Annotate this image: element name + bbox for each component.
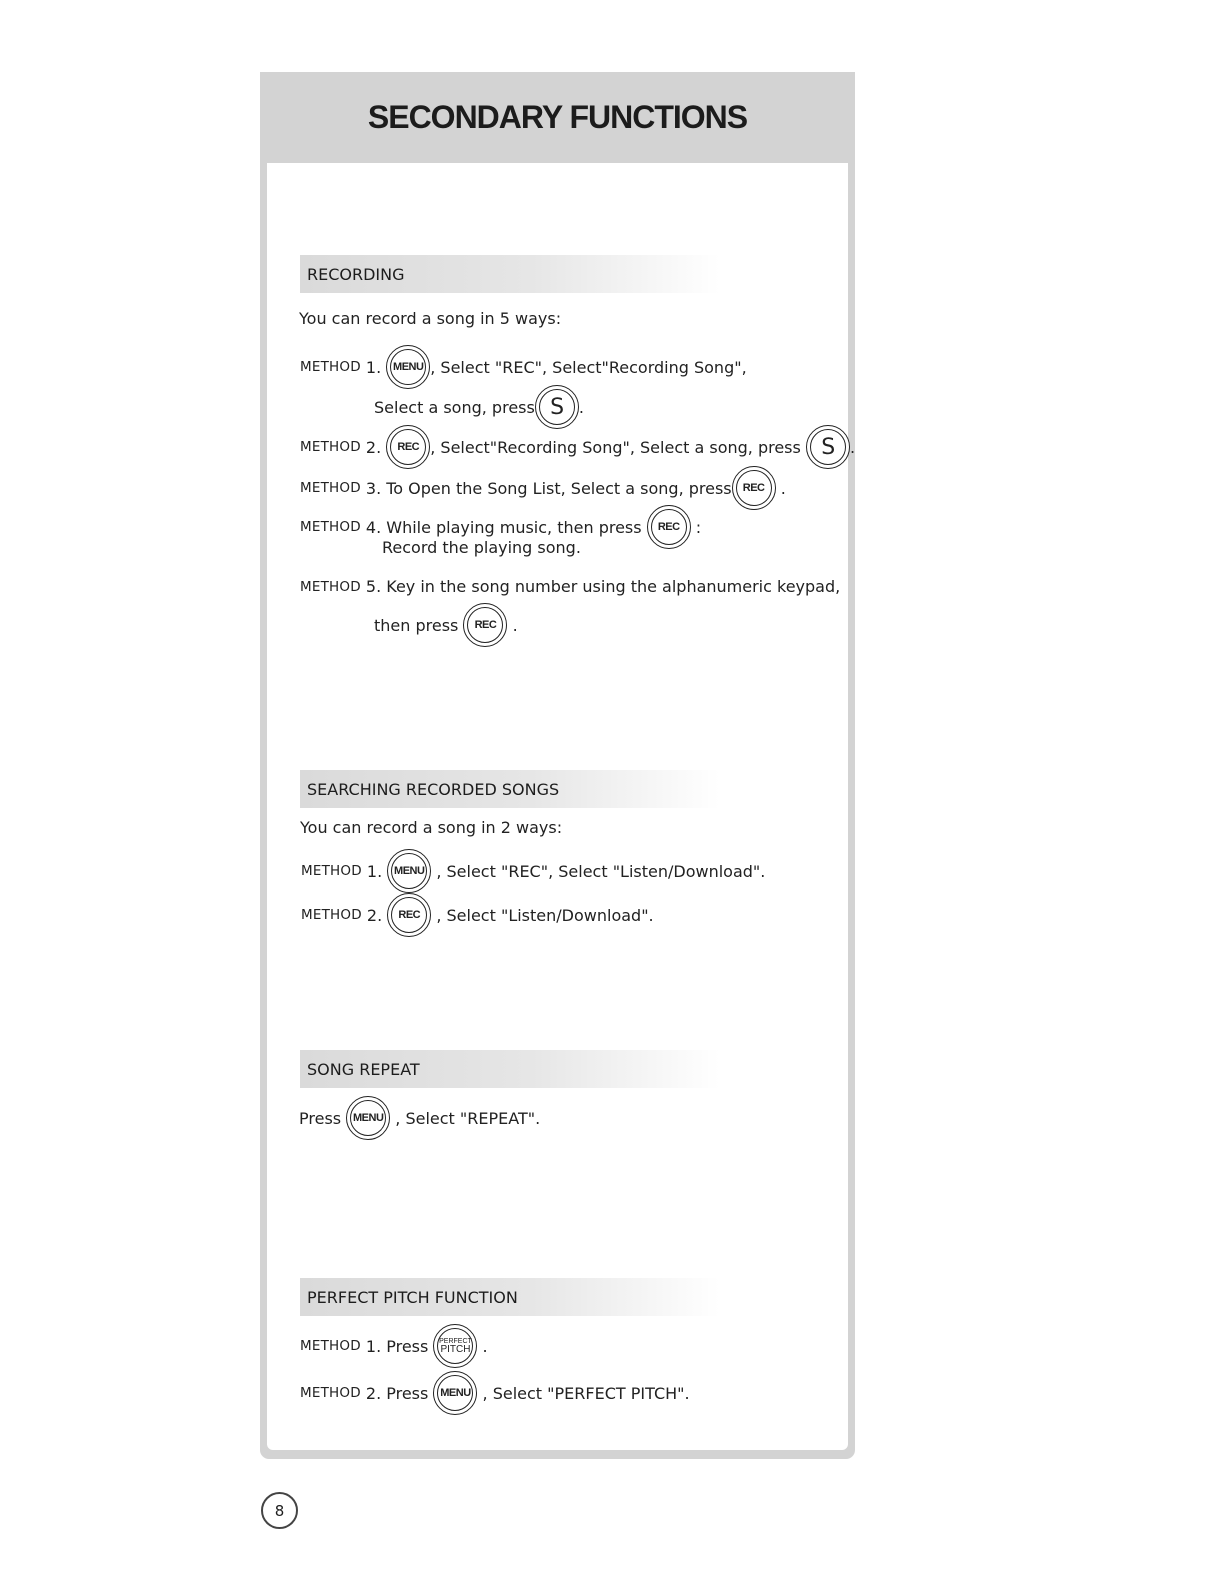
rec-button-icon: REC — [386, 425, 430, 469]
rec-button-icon: REC — [463, 603, 507, 647]
menu-button-icon: MENU — [386, 345, 430, 389]
recording-intro: You can record a song in 5 ways: — [299, 309, 562, 328]
recording-method-1: METHOD 1. MENU , Select "REC", Select"Recording Song", — [300, 345, 747, 389]
content-panel — [260, 72, 855, 1459]
rec-button-icon: REC — [732, 466, 776, 510]
searching-intro: You can record a song in 2 ways: — [300, 818, 563, 837]
content-body — [267, 163, 856, 1450]
menu-button-icon: MENU — [387, 849, 431, 893]
repeat-instruction: Press MENU , Select "REPEAT". — [299, 1096, 540, 1140]
rec-button-icon: REC — [647, 505, 691, 549]
recording-method-1-cont: Select a song, press S . — [374, 385, 584, 429]
repeat-heading: SONG REPEAT — [300, 1050, 720, 1088]
s-button-icon: S — [535, 385, 579, 429]
pitch-method-1: METHOD 1. Press PERFECT PITCH . — [300, 1324, 488, 1368]
pitch-method-2: METHOD 2. Press MENU , Select "PERFECT PITCH". — [300, 1371, 690, 1415]
menu-button-icon: MENU — [433, 1371, 477, 1415]
page-number: 8 — [261, 1492, 298, 1529]
rec-button-icon: REC — [387, 893, 431, 937]
recording-method-4: METHOD 4. While playing music, then press REC : — [300, 505, 701, 549]
recording-method-4-cont: Record the playing song. — [382, 538, 581, 557]
recording-heading: RECORDING — [300, 255, 720, 293]
recording-method-2: METHOD 2. REC , Select"Recording Song", Select a song, press S . — [300, 425, 855, 469]
searching-method-2: METHOD 2. REC , Select "Listen/Download". — [301, 893, 654, 937]
page-title: SECONDARY FUNCTIONS — [367, 98, 748, 135]
searching-method-1: METHOD 1. MENU , Select "REC", Select "Listen/Download". — [301, 849, 765, 893]
menu-button-icon: MENU — [346, 1096, 390, 1140]
recording-method-3: METHOD 3. To Open the Song List, Select a song, press REC . — [300, 466, 786, 510]
s-button-icon: S — [806, 425, 850, 469]
recording-method-5: METHOD 5. Key in the song number using the alphanumeric keypad, — [300, 577, 841, 596]
searching-heading: SEARCHING RECORDED SONGS — [300, 770, 720, 808]
pitch-heading: PERFECT PITCH FUNCTION — [300, 1278, 720, 1316]
perfect-pitch-button-icon: PERFECT PITCH — [433, 1324, 477, 1368]
recording-method-5-cont: then press REC . — [374, 603, 518, 647]
